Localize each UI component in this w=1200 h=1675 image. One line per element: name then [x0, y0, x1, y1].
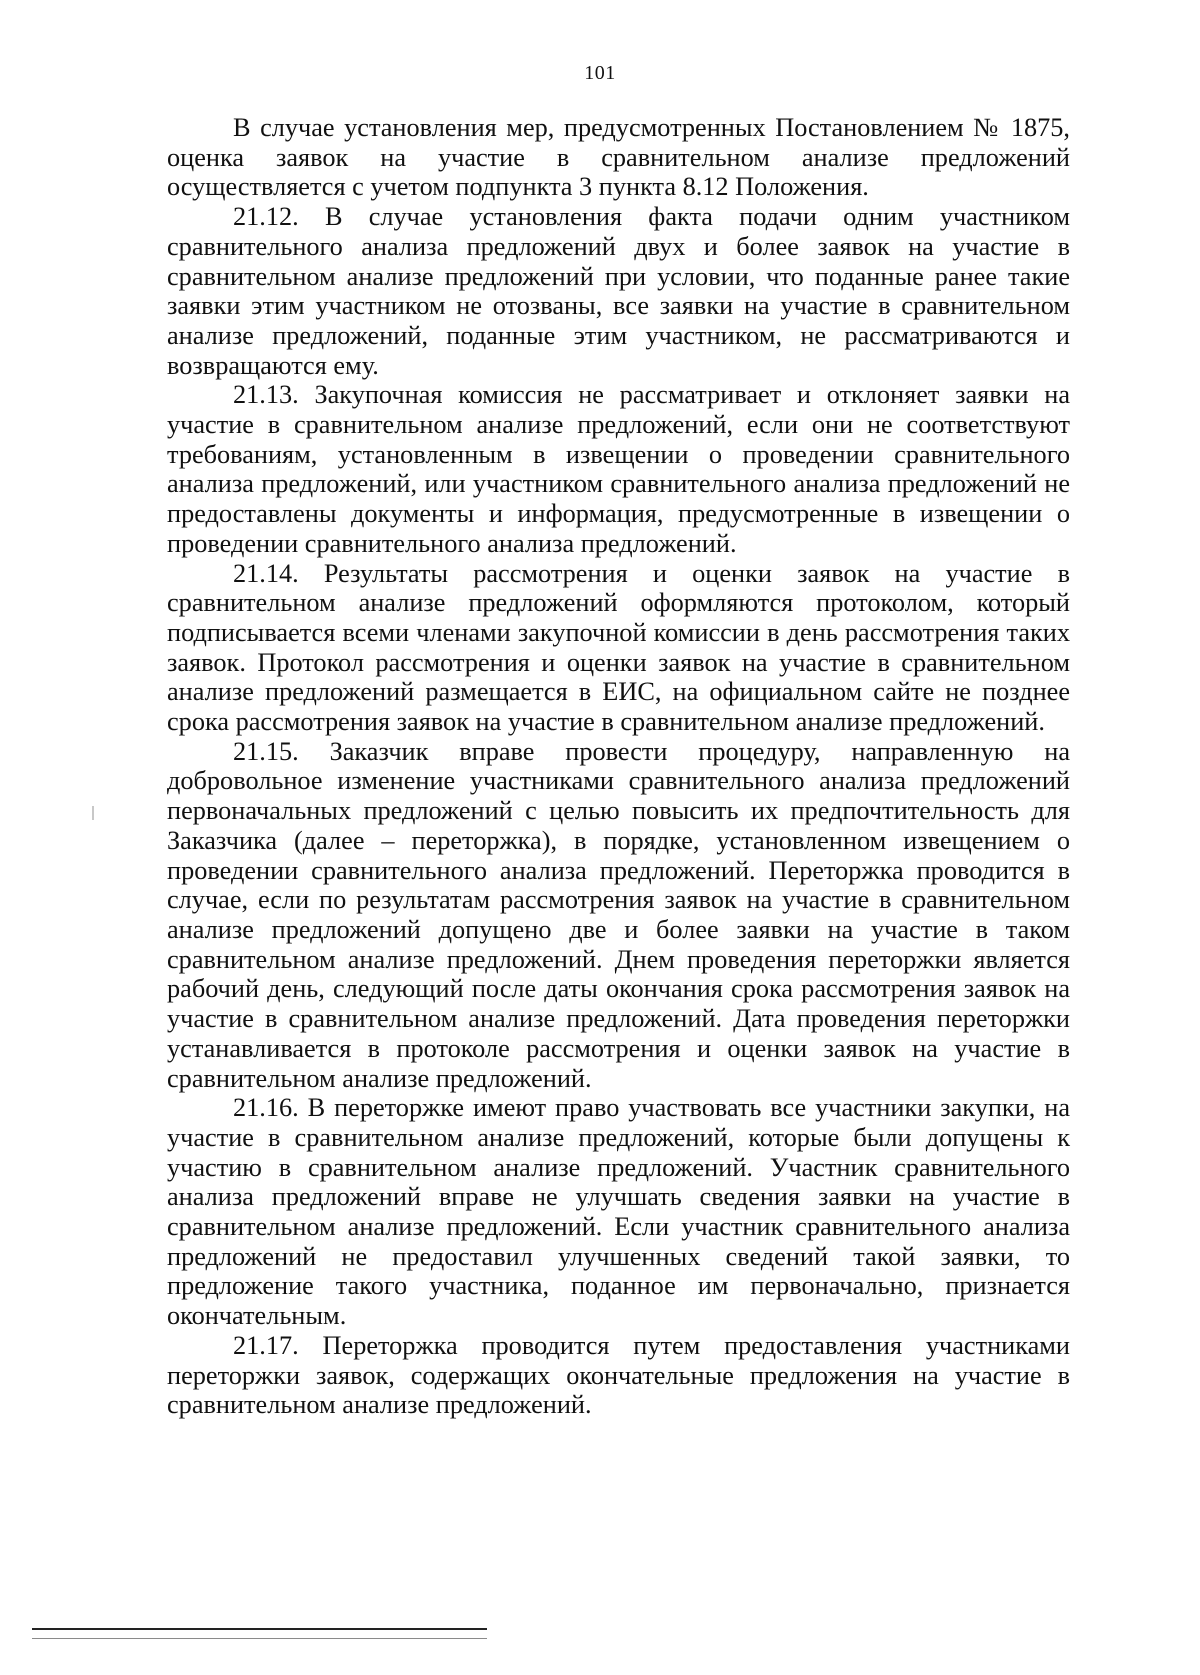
- paragraph-21-12: 21.12. В случае установления факта подачи одним участником сравнительного анализа предложений двух и более заявок на участие в сравнительном анализе предложений при условии, что поданные ранее такие заявки этим участником не отозваны, все заявки на участие в сравнительном анализе предложений, поданные этим участником, не рассматриваются и возвращаются ему.: [167, 202, 1070, 380]
- margin-mark: [92, 806, 94, 820]
- paragraph-21-16: 21.16. В переторжке имеют право участвовать все участники закупки, на участие в сравнительном анализе предложений, которые были допущены к участию в сравнительном анализе предложений. Участник сравнительного анализа предложений вправе не улучшать сведения заявки на участие в сравнительном анализе предложений. Если участник сравнительного анализа предложений не предоставил улучшенных сведений такой заявки, то предложение такого участника, поданное им первоначально, признается окончательным.: [167, 1093, 1070, 1331]
- document-body: [167, 113, 1070, 1420]
- paragraph-21-15: 21.15. Заказчик вправе провести процедуру, направленную на добровольное изменение участниками сравнительного анализа предложений первоначальных предложений с целью повысить их предпочтительность для Заказчика (далее – переторжка), в порядке, установленном извещением о проведении сравнительного анализа предложений. Переторжка проводится в случае, если по результатам рассмотрения заявок на участие в сравнительном анализе предложений допущено две и более заявки на участие в таком сравнительном анализе предложений. Днем проведения переторжки является рабочий день, следующий после даты окончания срока рассмотрения заявок на участие в сравнительном анализе предложений. Дата проведения переторжки устанавливается в протоколе рассмотрения и оценки заявок на участие в сравнительном анализе предложений.: [167, 736, 1070, 1093]
- paragraph-21-17: 21.17. Переторжка проводится путем предоставления участниками переторжки заявок, содержащих окончательные предложения на участие в сравнительном анализе предложений.: [167, 1330, 1070, 1420]
- paragraph-21-13: 21.13. Закупочная комиссия не рассматривает и отклоняет заявки на участие в сравнительном анализе предложений, если они не соответствуют требованиям, установленным в извещении о проведении сравнительного анализа предложений, или участником сравнительного анализа предложений не предоставлены документы и информация, предусмотренные в извещении о проведении сравнительного анализа предложений.: [167, 380, 1070, 558]
- paragraph-21-14: 21.14. Результаты рассмотрения и оценки заявок на участие в сравнительном анализе предложений оформляются протоколом, который подписывается всеми членами закупочной комиссии в день рассмотрения таких заявок. Протокол рассмотрения и оценки заявок на участие в сравнительном анализе предложений размещается в ЕИС, на официальном сайте не позднее срока рассмотрения заявок на участие в сравнительном анализе предложений.: [167, 558, 1070, 737]
- paragraph-intro: В случае установления мер, предусмотренных Постановлением № 1875, оценка заявок на участие в сравнительном анализе предложений осуществляется с учетом подпункта 3 пункта 8.12 Положения.: [167, 113, 1070, 202]
- page-number: 101: [584, 62, 616, 84]
- footer-rule-thin: [32, 1638, 487, 1639]
- footer-rule: [32, 1628, 487, 1630]
